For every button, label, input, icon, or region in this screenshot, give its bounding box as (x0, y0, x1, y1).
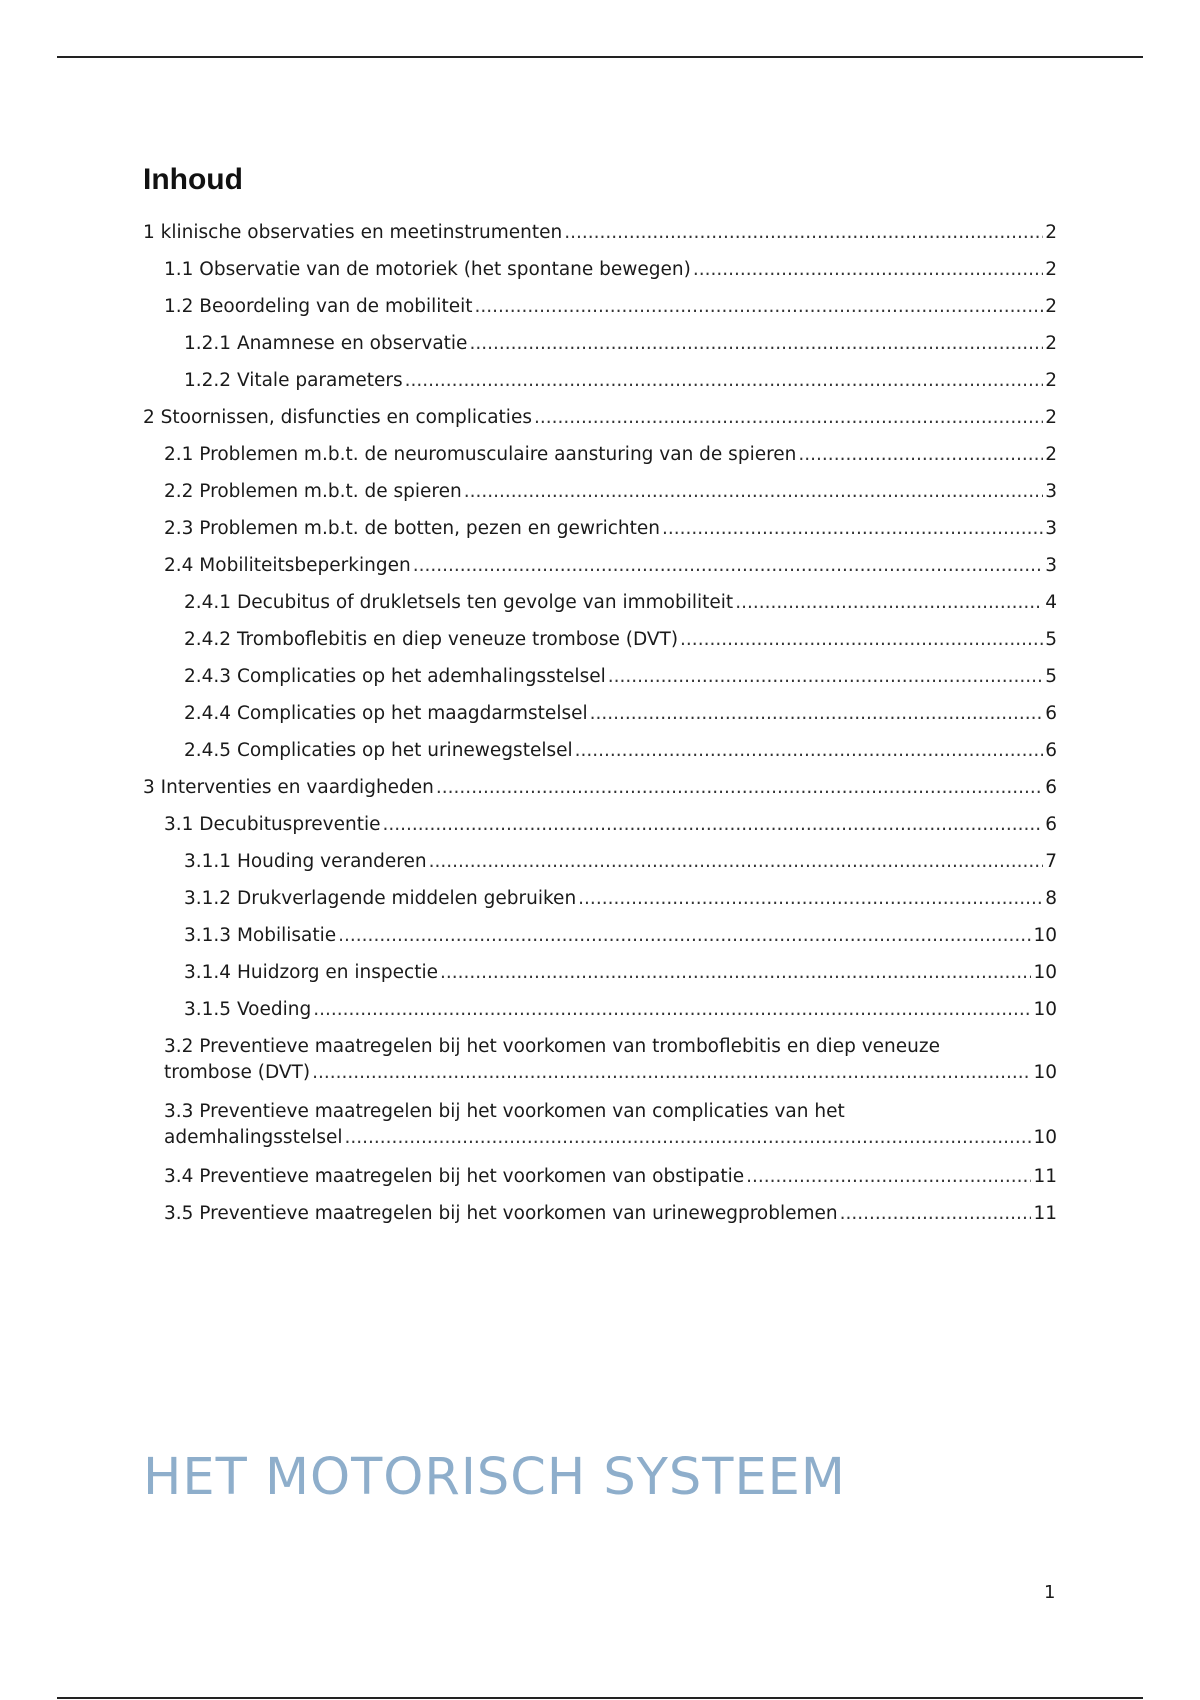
toc-leader (469, 331, 1043, 357)
toc-leader (746, 1164, 1031, 1190)
toc-leader (429, 849, 1044, 875)
toc-leader (312, 1060, 1031, 1086)
toc-entry-page: 5 (1045, 629, 1057, 650)
toc-leader (564, 220, 1043, 246)
toc-entry-label: 2.1 Problemen m.b.t. de neuromusculaire aansturing van de spieren (164, 444, 797, 465)
toc-entry[interactable] (143, 516, 1057, 553)
toc-entry-page: 4 (1045, 592, 1057, 613)
toc-leader (313, 997, 1031, 1023)
toc-leader (693, 257, 1043, 283)
toc-entry-page: 6 (1045, 777, 1057, 798)
toc-entry-label: 1.2.1 Anamnese en observatie (184, 333, 468, 354)
toc-leader (382, 812, 1043, 838)
toc-entry[interactable] (143, 812, 1057, 849)
toc-entry-label-line2: trombose (DVT) (164, 1062, 311, 1083)
toc-entry-label: 3.4 Preventieve maatregelen bij het voorkomen van obstipatie (164, 1166, 745, 1187)
toc-leader (534, 405, 1043, 431)
toc-entry-label: 3.1 Decubituspreventie (164, 814, 381, 835)
toc-leader (345, 1125, 1032, 1151)
toc-entry-page: 2 (1045, 444, 1057, 465)
toc-entry-page: 2 (1045, 259, 1057, 280)
toc-entry-page: 10 (1033, 999, 1057, 1020)
toc-entry[interactable] (143, 886, 1057, 923)
toc-entry-label: 1 klinische observaties en meetinstrumenten (143, 222, 563, 243)
toc-leader (436, 775, 1043, 801)
toc-entry-label: 2.4.2 Tromboflebitis en diep veneuze trombose (DVT) (184, 629, 679, 650)
toc-entry[interactable] (143, 553, 1057, 590)
toc-entry[interactable] (143, 664, 1057, 701)
toc-entry-page: 6 (1045, 703, 1057, 724)
toc-entry-page: 3 (1045, 555, 1057, 576)
toc-leader (590, 701, 1044, 727)
toc-leader (840, 1201, 1032, 1227)
toc-entry[interactable] (143, 701, 1057, 738)
toc-entry-page: 6 (1045, 814, 1057, 835)
page-number: 1 (1044, 1582, 1056, 1603)
toc-leader (578, 886, 1043, 912)
footer-rule (57, 1697, 1143, 1699)
toc-entry[interactable] (143, 1034, 1057, 1099)
toc-entry-label: 3.1.5 Voeding (184, 999, 312, 1020)
toc-entry-label-line1: 3.3 Preventieve maatregelen bij het voorkomen van complicaties van het (164, 1101, 845, 1122)
toc-entry[interactable] (143, 849, 1057, 886)
toc-entry-page: 6 (1045, 740, 1057, 761)
toc-entry-label: 2 Stoornissen, disfuncties en complicaties (143, 407, 532, 428)
toc-leader (440, 960, 1031, 986)
toc-entry[interactable] (143, 405, 1057, 442)
toc-entry-label: 2.4.3 Complicaties op het ademhalingsstelsel (184, 666, 606, 687)
toc-entry-label: 2.3 Problemen m.b.t. de botten, pezen en gewrichten (164, 518, 660, 539)
toc-leader (474, 294, 1043, 320)
toc-entry[interactable] (143, 997, 1057, 1034)
toc-entry-label: 3.1.4 Huidzorg en inspectie (184, 962, 438, 983)
header-rule (57, 56, 1143, 58)
toc-entry[interactable] (143, 294, 1057, 331)
toc-leader (575, 738, 1044, 764)
toc-entry-label: 3.1.2 Drukverlagende middelen gebruiken (184, 888, 577, 909)
toc-entry[interactable] (143, 368, 1057, 405)
toc-leader (405, 368, 1044, 394)
toc-entry-page: 10 (1033, 1062, 1057, 1083)
toc-leader (662, 516, 1043, 542)
toc-entry-page: 11 (1033, 1166, 1057, 1187)
toc-entry[interactable] (143, 331, 1057, 368)
toc-entry-label: 3.5 Preventieve maatregelen bij het voorkomen van urinewegproblemen (164, 1203, 838, 1224)
toc-entry-label: 1.2 Beoordeling van de mobiliteit (164, 296, 473, 317)
toc-entry-label: 2.2 Problemen m.b.t. de spieren (164, 481, 462, 502)
toc-entry[interactable] (143, 590, 1057, 627)
toc-entry[interactable] (143, 738, 1057, 775)
toc-entry-page: 10 (1033, 925, 1057, 946)
toc-entry-page: 8 (1045, 888, 1057, 909)
toc-entry[interactable] (143, 1099, 1057, 1164)
toc-entry-label: 3 Interventies en vaardigheden (143, 777, 434, 798)
toc-entry-page: 2 (1045, 370, 1057, 391)
toc-entry-page: 10 (1033, 962, 1057, 983)
toc-entry-label: 1.2.2 Vitale parameters (184, 370, 403, 391)
toc-entry-label: 2.4.1 Decubitus of drukletsels ten gevolge van immobiliteit (184, 592, 734, 613)
table-of-contents (143, 220, 1057, 1238)
toc-entry-page: 2 (1045, 296, 1057, 317)
toc-entry-label: 3.1.3 Mobilisatie (184, 925, 337, 946)
toc-entry-page: 3 (1045, 481, 1057, 502)
toc-entry-label: 1.1 Observatie van de motoriek (het spontane bewegen) (164, 259, 691, 280)
toc-entry-label-line1: 3.2 Preventieve maatregelen bij het voorkomen van tromboflebitis en diep veneuze (164, 1036, 940, 1057)
toc-entry[interactable] (143, 627, 1057, 664)
toc-leader (413, 553, 1044, 579)
toc-entry-page: 5 (1045, 666, 1057, 687)
toc-entry[interactable] (143, 775, 1057, 812)
toc-leader (735, 590, 1043, 616)
toc-leader (608, 664, 1043, 690)
toc-entry-label-line2: ademhalingsstelsel (164, 1127, 343, 1148)
toc-leader (338, 923, 1031, 949)
toc-entry[interactable] (143, 220, 1057, 257)
toc-heading: Inhoud (143, 163, 243, 196)
toc-entry[interactable] (143, 442, 1057, 479)
toc-leader (680, 627, 1043, 653)
section-title: HET MOTORISCH SYSTEEM (143, 1448, 846, 1507)
toc-entry[interactable] (143, 1164, 1057, 1201)
toc-entry-page: 2 (1045, 333, 1057, 354)
toc-entry-page: 2 (1045, 407, 1057, 428)
toc-entry-page: 10 (1033, 1127, 1057, 1148)
toc-entry-label: 3.1.1 Houding veranderen (184, 851, 427, 872)
toc-entry-label: 2.4.4 Complicaties op het maagdarmstelsel (184, 703, 588, 724)
toc-entry[interactable] (143, 960, 1057, 997)
toc-entry[interactable] (143, 923, 1057, 960)
toc-entry-label: 2.4 Mobiliteitsbeperkingen (164, 555, 411, 576)
toc-entry-page: 11 (1033, 1203, 1057, 1224)
toc-entry[interactable] (143, 479, 1057, 516)
toc-entry-page: 3 (1045, 518, 1057, 539)
toc-entry[interactable] (143, 257, 1057, 294)
toc-entry[interactable] (143, 1201, 1057, 1238)
toc-leader (464, 479, 1044, 505)
toc-entry-page: 7 (1045, 851, 1057, 872)
toc-entry-label: 2.4.5 Complicaties op het urinewegstelsel (184, 740, 573, 761)
toc-entry-page: 2 (1045, 222, 1057, 243)
toc-leader (798, 442, 1043, 468)
